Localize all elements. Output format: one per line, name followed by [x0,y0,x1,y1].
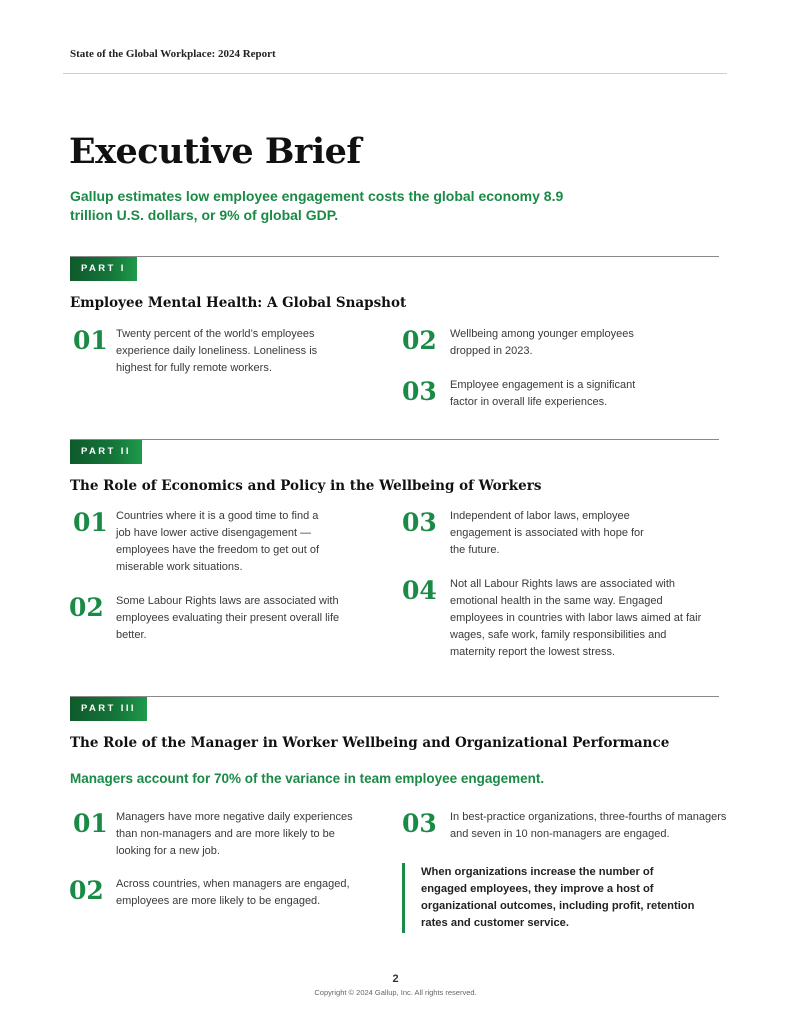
part-3-callout-text: When organizations increase the number of engaged employees, they improve a host of organizational outcomes, including profit, retention rates and customer service. [421,866,695,929]
part-1-title: Employee Mental Health: A Global Snapshot [70,295,407,311]
page-number: 2 [392,973,399,985]
part-1-item-1-number: 01 [73,326,108,355]
part-2-item-3-text: Independent of labor laws, employee engagement is associated with hope for the future. [450,510,644,556]
part-2-badge: PART II [70,440,142,464]
part-3-subtitle: Managers account for 70% of the variance in team employee engagement. [70,771,545,786]
part-1-item-2-text: Wellbeing among younger employees dropped in 2023. [450,328,634,357]
part-2-divider [70,439,719,440]
part-2-item-1-text: Countries where it is a good time to find a job have lower active disengagement — employees have the freedom to get out of miserable work situations. [116,510,320,573]
part-3-badge: PART III [70,697,147,721]
part-1-item-3-text: Employee engagement is a significant factor in overall life experiences. [450,379,636,408]
part-3-item-2-number: 02 [69,876,104,905]
part-3-callout [402,863,702,933]
part-3-item-3-text: In best-practice organizations, three-fourths of managers and seven in 10 non-managers are engaged. [450,811,727,840]
part-2-item-4-text: Not all Labour Rights laws are associated with emotional health in the same way. Engaged employees in countries with labor laws aimed at fair wages, safe work, family responsibilities and maternity report the lowest stress. [450,578,702,658]
part-3-item-3-number: 03 [402,809,437,838]
header-divider [63,73,727,74]
part-3-divider [70,696,719,697]
part-1-badge: PART I [70,257,137,281]
part-1-item-3-number: 03 [402,377,437,406]
part-2-item-2-text: Some Labour Rights laws are associated with employees evaluating their present overall life better. [116,595,340,641]
part-2-item-2-number: 02 [69,593,104,622]
copyright-notice: Copyright © 2024 Gallup, Inc. All rights reserved. [314,988,477,997]
part-2-title: The Role of Economics and Policy in the Wellbeing of Workers [70,478,542,494]
part-1-item-1-text: Twenty percent of the world’s employees experience daily loneliness. Loneliness is highest for fully remote workers. [116,328,318,374]
part-2-item-4-number: 04 [402,576,437,605]
report-header-title: State of the Global Workplace: 2024 Report [70,48,276,60]
part-3-item-1-text: Managers have more negative daily experiences than non-managers and are more likely to be looking for a new job. [116,811,353,857]
part-2-item-1-number: 01 [73,508,108,537]
part-1-item-2-number: 02 [402,326,437,355]
intro-statement: Gallup estimates low employee engagement costs the global economy 8.9 trillion U.S. dollars, or 9% of global GDP. [70,188,564,223]
part-3-title: The Role of the Manager in Worker Wellbeing and Organizational Performance [70,735,670,751]
part-3-item-2-text: Across countries, when managers are engaged, employees are more likely to be engaged. [116,878,350,907]
part-1-divider [70,256,719,257]
part-3-item-1-number: 01 [73,809,108,838]
part-2-item-3-number: 03 [402,508,437,537]
page-title: Executive Brief [69,131,361,172]
